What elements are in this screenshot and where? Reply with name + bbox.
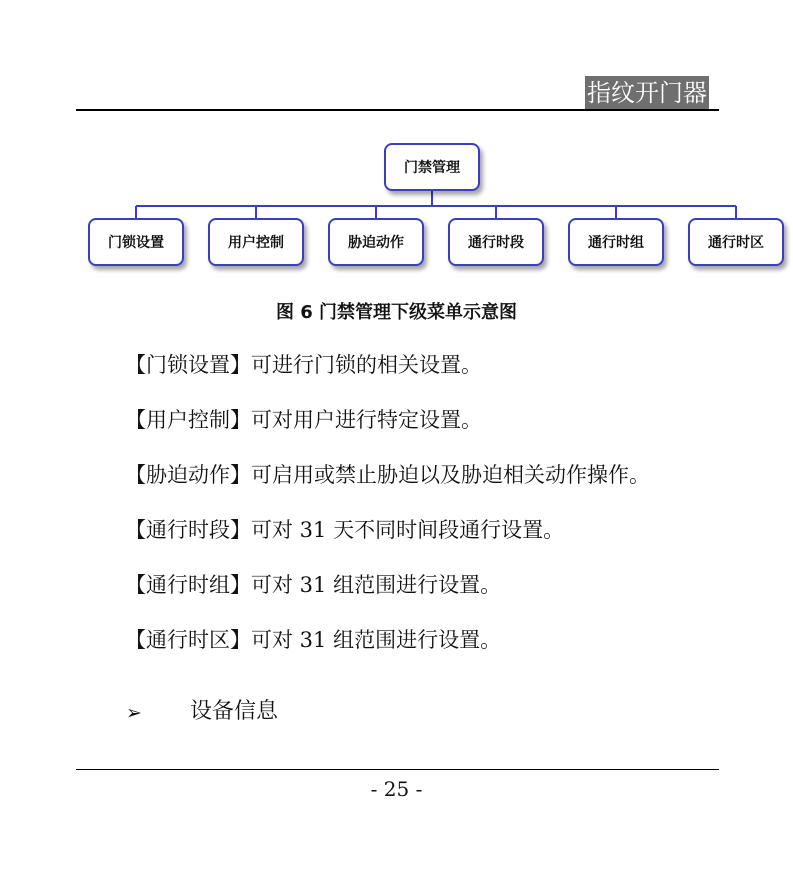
org-node-root: 门禁管理 [384,143,480,191]
org-node-access-zone: 通行时区 [688,218,784,266]
paragraph-duress: 【胁迫动作】可启用或禁止胁迫以及胁迫相关动作操作。 [125,463,650,487]
arrow-bullet-icon: ➢ [126,702,142,724]
org-node-duress-action: 胁迫动作 [328,218,424,266]
org-node-access-period: 通行时段 [448,218,544,266]
org-node-user-control: 用户控制 [208,218,304,266]
footer-rule [76,769,719,770]
header-rule [76,109,719,111]
paragraph-access-zone: 【通行时区】可对 31 组范围进行设置。 [125,628,502,652]
org-node-access-group: 通行时组 [568,218,664,266]
header-title: 指纹开门器 [585,76,709,110]
org-chart [84,140,792,275]
paragraph-access-group: 【通行时组】可对 31 组范围进行设置。 [125,573,502,597]
paragraph-user-control: 【用户控制】可对用户进行特定设置。 [125,408,482,432]
section-heading: 设备信息 [190,699,279,724]
figure-caption: 图 6 门禁管理下级菜单示意图 [275,302,518,323]
page-number: - 25 - [370,777,423,801]
org-node-door-lock-settings: 门锁设置 [88,218,184,266]
paragraph-access-period: 【通行时段】可对 31 天不同时间段通行设置。 [125,518,565,542]
paragraph-door-lock: 【门锁设置】可进行门锁的相关设置。 [125,353,482,377]
